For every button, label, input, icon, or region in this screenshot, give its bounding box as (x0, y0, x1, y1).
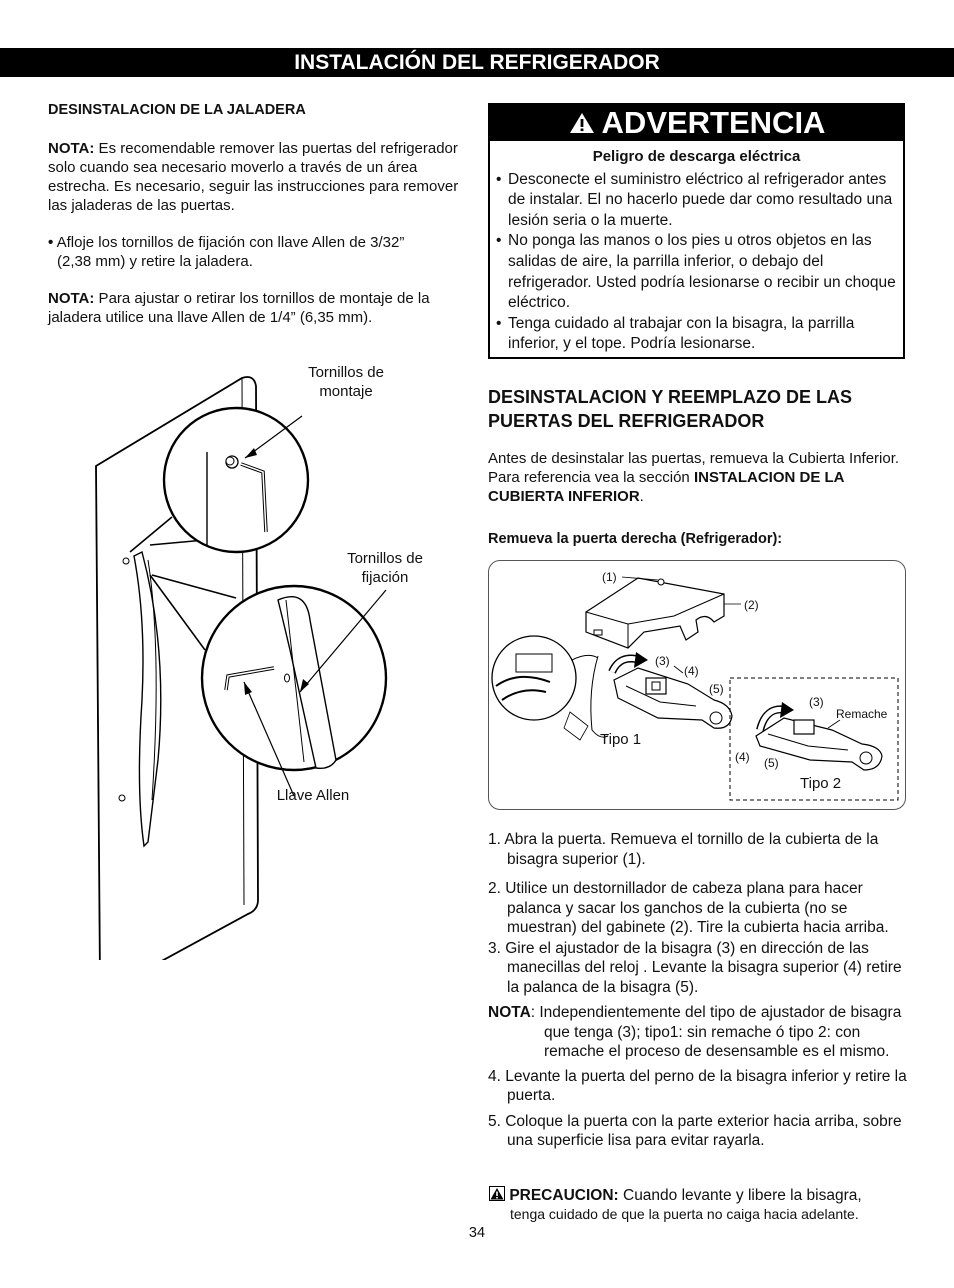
warning-triangle-icon (489, 1186, 505, 1201)
callout-1: (1) (602, 570, 617, 584)
warning-item-text: Desconecte el suministro eléctrico al refrigerador antes de instalar. El no hacerlo puede dar como resultado una lesión seria o la muerte. (508, 170, 893, 229)
label-mount-line-1: Tornillos de (308, 364, 384, 381)
intro-end: . (639, 488, 644, 505)
step-item: 5. Coloque la puerta con la parte exterior hacia arriba, sobre una superficie lisa para evitar rayarla. (488, 1112, 902, 1149)
handle-illustration (80, 360, 400, 960)
door-heading-line-2: PUERTAS DEL REFRIGERADOR (488, 411, 765, 431)
type2-callout-3: (3) (809, 695, 824, 709)
step-note (488, 1003, 908, 1062)
warning-title: ADVERTENCIA (601, 105, 826, 140)
label-allen-wrench: Llave Allen (276, 787, 350, 804)
door-heading-line-1: DESINSTALACION Y REEMPLAZO DE LAS (488, 387, 853, 407)
warning-item: • Tenga cuidado al trabajar con la bisagra, la parrilla inferior, y el tope. Podría lesionarse. (496, 314, 855, 353)
caution-label: PRECAUCION: (509, 1187, 619, 1204)
door-removal-heading (488, 385, 928, 433)
note-1 (48, 139, 472, 215)
callout-5: (5) (709, 682, 724, 696)
caution-note (489, 1186, 919, 1224)
step-item: 3. Gire el ajustador de la bisagra (3) en dirección de las manecillas del reloj . Levante la bisagra superior (4) retire la palanca de la bisagra (5). (488, 939, 902, 996)
caution-text: Cuando levante y libere la bisagra, (618, 1187, 862, 1204)
bullet-line-1: Afloje los tornillos de fijación con llave Allen de 3/32” (53, 234, 405, 251)
label-set-line-2: fijación (361, 569, 409, 586)
note-2-label: NOTA: (48, 290, 95, 307)
section-banner: INSTALACIÓN DEL REFRIGERADOR (0, 48, 954, 77)
label-mount-line-2: montaje (319, 383, 373, 400)
bullet-line-2: (2,38 mm) y retire la jaladera. (57, 253, 253, 270)
warning-header (490, 105, 903, 141)
type-1-label: Tipo 1 (600, 731, 642, 748)
page-number: 34 (468, 1225, 486, 1241)
type2-callout-5: (5) (764, 756, 779, 770)
note-2-text: Para ajustar o retirar los tornillos de montaje de la jaladera utilice una llave Allen de 1/4” (6,35 mm). (48, 290, 430, 326)
caution-line-2: tenga cuidado de que la puerta no caiga hacia adelante. (510, 1206, 859, 1222)
label-set-screws (325, 549, 445, 587)
warning-triangle-icon (568, 111, 596, 135)
callout-2: (2) (744, 598, 759, 612)
label-mount-screws (286, 363, 406, 401)
type-2-label: Tipo 2 (800, 775, 842, 792)
right-door-subheading: Remueva la puerta derecha (Refrigerador): (488, 531, 783, 547)
handle-removal-heading: DESINSTALACION DE LA JALADERA (48, 102, 306, 118)
warning-item: • Desconecte el suministro eléctrico al refrigerador antes de instalar. El no hacerlo puede dar como resultado una lesión seria o la muerte. (496, 170, 893, 229)
label-set-line-1: Tornillos de (347, 550, 423, 567)
note-1-label: NOTA: (48, 140, 95, 157)
hinge-illustration (488, 560, 906, 810)
step-item: 4. Levante la puerta del perno de la bisagra inferior y retire la puerta. (488, 1067, 907, 1104)
note-2 (48, 289, 468, 327)
note-1-text: Es recomendable remover las puertas del refrigerador solo cuando sea necesario moverlo a través de un área estrecha. Es necesario, seguir las instrucciones para remover las jaladeras de las puertas. (48, 140, 459, 214)
type2-callout-4: (4) (735, 750, 750, 764)
warning-subtitle: Peligro de descarga eléctrica (592, 148, 801, 165)
warning-item-text: Tenga cuidado al trabajar con la bisagra, la parrilla inferior, y el tope. Podría lesionarse. (508, 314, 855, 353)
warning-item: • No ponga las manos o los pies u otros objetos en las salidas de aire, la parrilla inferior, o debajo del refrigerador. Usted podría lesionarse o recibir un choque eléctrico. (496, 232, 896, 312)
door-intro (488, 449, 908, 506)
steps-list (488, 830, 908, 1151)
warning-item-text: No ponga las manos o los pies u otros objetos en las salidas de aire, la parrilla inferior, o debajo del refrigerador. Usted podría lesionarse o recibir un choque eléctrico. (508, 232, 896, 312)
handle-bullet (48, 233, 472, 271)
callout-3: (3) (655, 654, 670, 668)
callout-4: (4) (684, 664, 699, 678)
bullet-marker: • (48, 234, 54, 251)
step-item: 1. Abra la puerta. Remueva el tornillo de la cubierta de la bisagra superior (1). (488, 831, 879, 868)
warning-box (488, 103, 905, 359)
intro-text: Antes de desinstalar las puertas, remueva la Cubierta Inferior. Para referencia vea la sección (488, 450, 900, 486)
step-item: 2. Utilice un destornillador de cabeza plana para hacer palanca y sacar los ganchos de la cubierta (no se muestran) del gabinete (2). Tire la cubierta hacia arriba. (488, 880, 889, 936)
step-note-text: : Independientemente del tipo de ajustador de bisagra que tenga (3); tipo1: sin remache ó tipo 2: con remache el proceso de desensamble es el mismo. (530, 1004, 902, 1060)
intro-reference: INSTALACION DE LA CUBIERTA INFERIOR (488, 469, 844, 505)
rivet-label: Remache (836, 707, 888, 721)
step-note-label: NOTA (488, 1004, 531, 1021)
